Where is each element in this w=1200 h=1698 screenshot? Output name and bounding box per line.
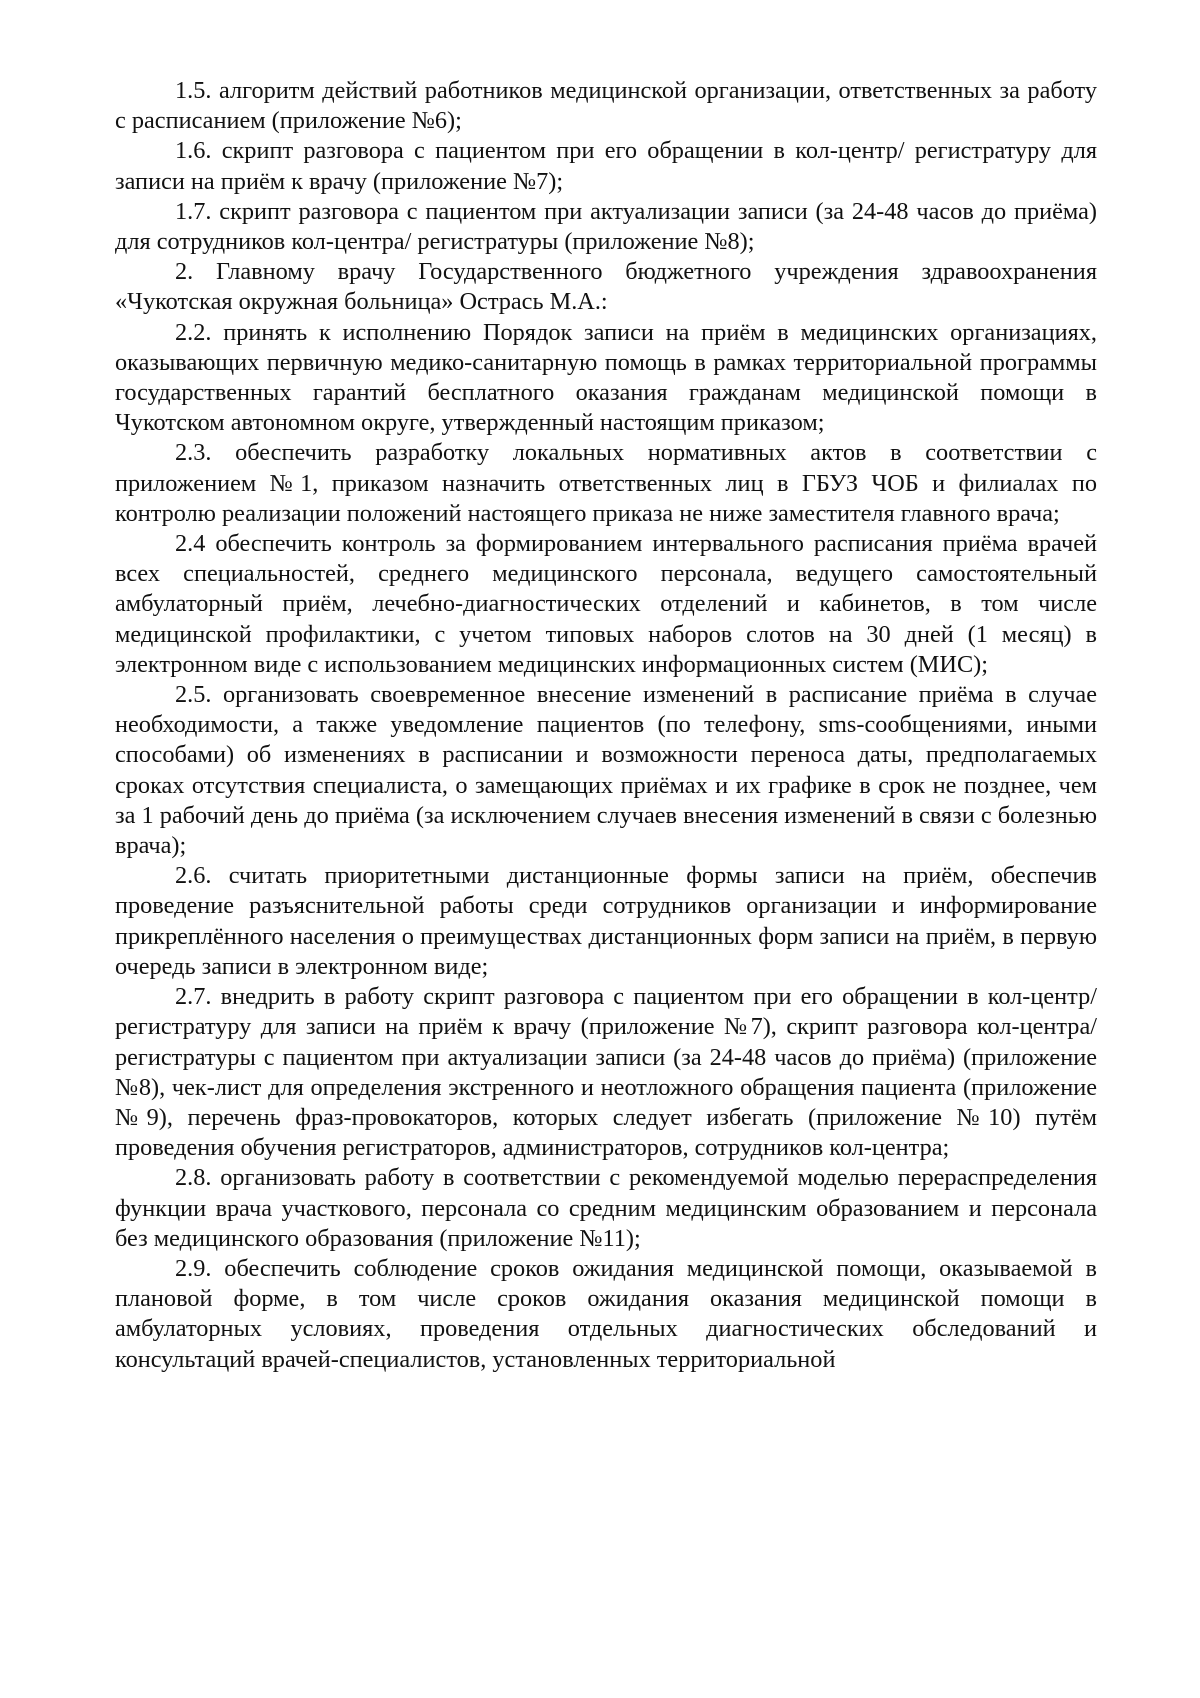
document-body [115,76,1097,1375]
paragraph-1-7: 1.7. скрипт разговора с пациентом при актуализации записи (за 24-48 часов до приёма) для сотрудников кол-центра/ регистратуры (приложение №8); [115,197,1097,256]
paragraph-2-8: 2.8. организовать работу в соответствии с рекомендуемой моделью перераспределения функции врача участкового, персонала со средним медицинским образованием и персонала без медицинского образования (приложение №11); [115,1164,1097,1252]
paragraph-2: 2. Главному врачу Государственного бюджетного учреждения здравоохранения «Чукотская окружная больница» Острась М.А.: [115,258,1097,316]
paragraph-2-6: 2.6. считать приоритетными дистанционные формы записи на приём, обеспечив проведение разъяснительной работы среди сотрудников организации и информирование прикреплённого населения о преимуществах дистанционных форм записи на приём, в первую очередь записи в электронном виде; [115,862,1097,980]
paragraph-1-6: 1.6. скрипт разговора с пациентом при его обращении в кол-центр/ регистратуру для записи на приём к врачу (приложение №7); [115,137,1097,195]
paragraph-2-7: 2.7. внедрить в работу скрипт разговора с пациентом при его обращении в кол-центр/регистратуру для записи на приём к врачу (приложение №7), скрипт разговора кол-центра/регистратуры с пациентом при актуализации записи (за 24-48 часов до приёма) (приложение №8), чек-лист для определения экстренного и неотложного обращения пациента (приложение №9), перечень фраз-провокаторов, которых следует избегать (приложение №10) путём проведения обучения регистраторов, администраторов, сотрудников кол-центра; [115,983,1097,1162]
paragraph-2-4: 2.4 обеспечить контроль за формированием интервального расписания приёма врачей всех специальностей, среднего медицинского персонала, ведущего самостоятельный амбулаторный приём, лечебно-диагностических отделений и кабинетов, в том числе медицинской профилактики, с учетом типовых наборов слотов на 30 дней (1 месяц) в электронном виде с использованием медицинских информационных систем (МИС); [115,530,1097,678]
paragraph-2-9: 2.9. обеспечить соблюдение сроков ожидания медицинской помощи, оказываемой в плановой форме, в том числе сроков ожидания оказания медицинской помощи в амбулаторных условиях, проведения отдельных диагностических обследований и консультаций врачей-специалистов, установленных территориальной [115,1254,1097,1373]
paragraph-2-5: 2.5. организовать своевременное внесение изменений в расписание приёма в случае необходимости, а также уведомление пациентов (по телефону, sms-сообщениями, иными способами) об изменениях в расписании и возможности переноса даты, предполагаемых сроках отсутствия специалиста, о замещающих приёмах и их графике в срок не позднее, чем за 1 рабочий день до приёма (за исключением случаев внесения изменений в связи с болезнью врача); [115,681,1097,860]
paragraph-1-5: 1.5. алгоритм действий работников медицинской организации, ответственных за работу с расписанием (приложение №6); [115,77,1097,135]
paragraph-2-2: 2.2. принять к исполнению Порядок записи на приём в медицинских организациях, оказывающих первичную медико-санитарную помощь в рамках территориальной программы государственных гарантий бесплатного оказания гражданам медицинской помощи в Чукотском автономном округе, утвержденный настоящим приказом; [115,318,1097,437]
paragraph-2-3: 2.3. обеспечить разработку локальных нормативных актов в соответствии с приложением №1, приказом назначить ответственных лиц в ГБУЗ ЧОБ и филиалах по контролю реализации положений настоящего приказа не ниже заместителя главного врача; [115,439,1097,527]
